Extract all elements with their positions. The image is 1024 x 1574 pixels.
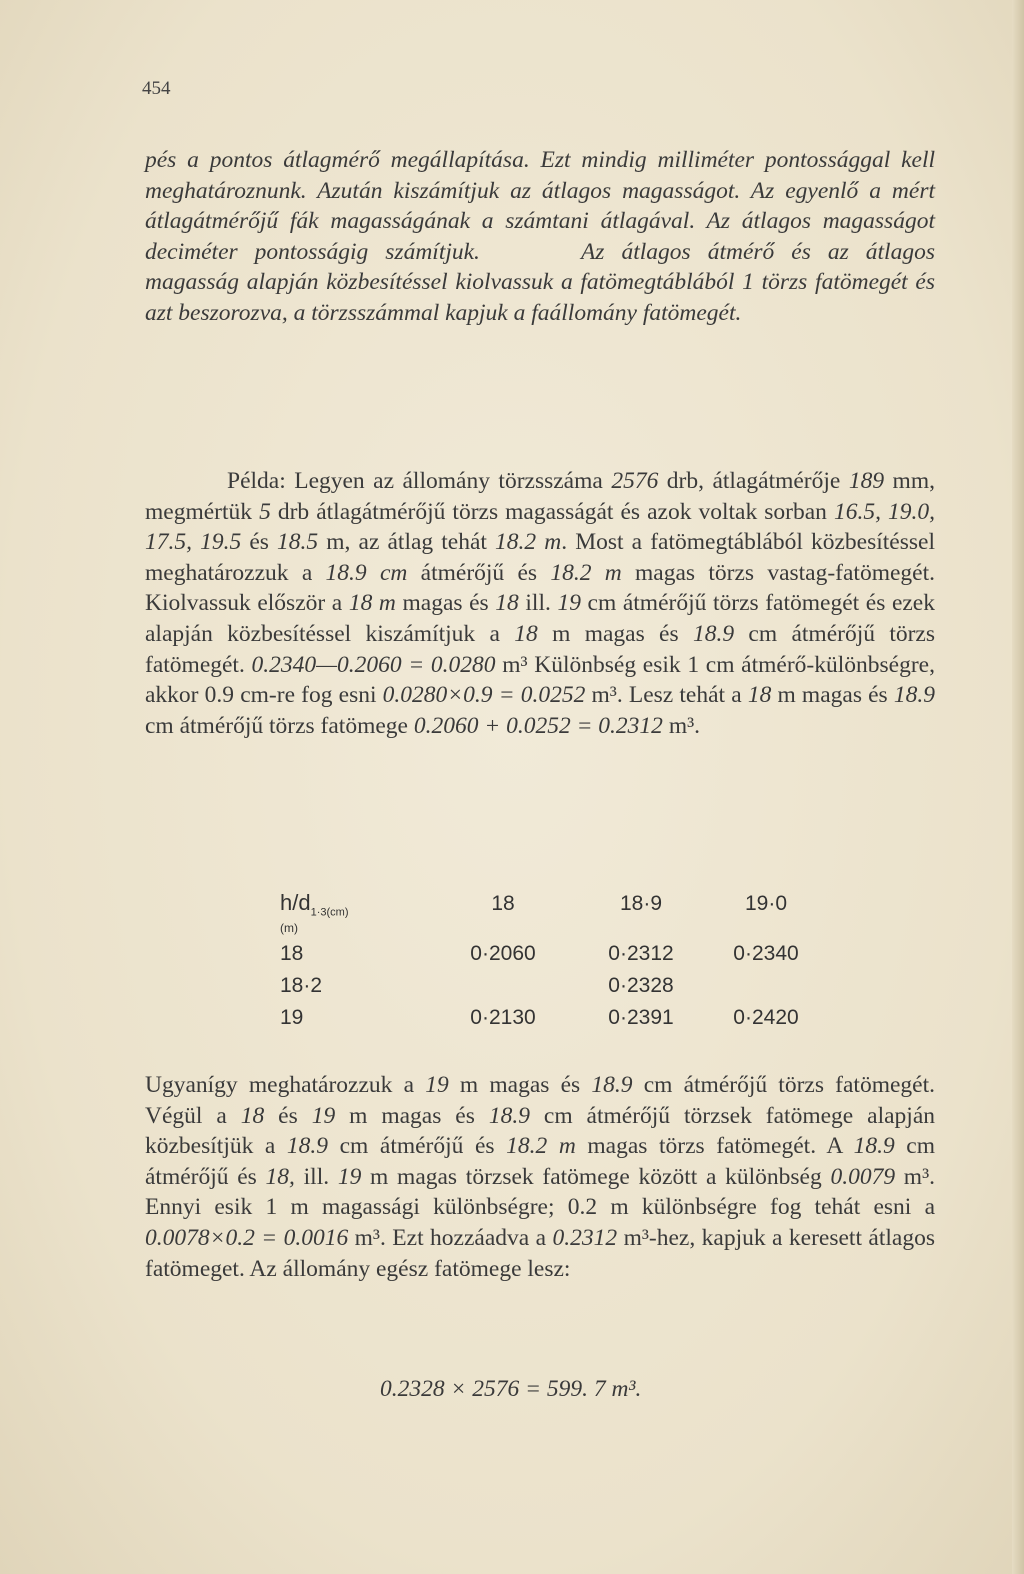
continuation-value: 18.2 m (506, 1133, 576, 1160)
example-text: Példa: Legyen az állomány törzsszáma (227, 468, 612, 494)
example-text: magas törzs vastag-fatömegét. Kiolvassuk először a (145, 559, 936, 617)
continuation-value: 19 (311, 1102, 336, 1129)
table-cell (716, 970, 816, 1002)
table-column-header: 18·9 (619, 892, 663, 915)
table-column-header: 19·0 (744, 892, 788, 915)
continuation-value: 0.2312 (552, 1224, 618, 1251)
example-text: m magas és (537, 620, 693, 647)
result-formula: 0.2328 × 2576 = 599. 7 m³. (380, 1376, 642, 1402)
continuation-value: 18.9 (853, 1133, 895, 1160)
example-text: m³ Különbség esik 1 cm átmérő-különbségre, akkor 0.9 cm-re fog esni (145, 651, 935, 709)
continuation-value: 0.0078×0.2 = 0.0016 (145, 1224, 349, 1251)
example-text: ill. (518, 590, 558, 617)
continuation-value: 18.9 (488, 1102, 530, 1129)
paragraph-example (145, 466, 935, 741)
table-cell: 0·2060 (470, 942, 536, 965)
example-value: 0.2060 + 0.0252 = 0.2312 (413, 712, 663, 739)
example-value: 0.2340—0.2060 = 0.0280 (251, 651, 496, 678)
header-label: h/d (280, 890, 311, 915)
example-value: 2576 (611, 468, 659, 494)
example-value: 18 (747, 682, 772, 709)
continuation-value: 18 (240, 1102, 265, 1129)
continuation-text: magas törzs fatömegét. A (575, 1133, 854, 1160)
continuation-value: 18.9 (286, 1133, 329, 1160)
continuation-text: m³. Ennyi esik 1 m magassági különbségre; 0.2 m különbségre fog tehát esni a (145, 1163, 935, 1221)
table-row (280, 1002, 816, 1034)
example-value: 18.9 (692, 620, 735, 647)
continuation-value: 18, (265, 1163, 295, 1190)
table-cell: 0·2340 (733, 942, 799, 965)
example-text: és (241, 529, 278, 556)
continuation-value: 19 (337, 1163, 362, 1190)
table-column-header: 18 (491, 892, 515, 915)
continuation-text: és (264, 1102, 312, 1129)
table-cell: 0·2391 (608, 1006, 674, 1029)
example-text: m³. (662, 712, 701, 739)
example-text: drb, átlagátmérője (658, 468, 849, 494)
example-text: magas és (395, 590, 496, 617)
table-cell: 0·2130 (470, 1006, 536, 1029)
continuation-text: cm átmérőjű törzsek fatömege alapján közbesítjük a (145, 1102, 935, 1160)
table-cell: 18 (280, 942, 304, 965)
continuation-text: cm átmérőjű törzs fatömegét. Végül a (145, 1072, 935, 1129)
page-number: 454 (142, 78, 171, 99)
example-text: cm átmérőjű törzs fatömegét. (145, 620, 935, 678)
example-value: 18.5 (277, 529, 319, 556)
page-edge (1012, 0, 1024, 1574)
example-value: 18.2 m (550, 559, 622, 586)
table-row (280, 970, 816, 1002)
continuation-text: m magas és (448, 1072, 592, 1098)
example-text: mm, megmértük (145, 468, 935, 525)
example-value: 18.2 m (495, 529, 562, 556)
header-unit: (m) (280, 921, 298, 936)
continuation-text: Ugyanígy meghatározzuk a (145, 1072, 426, 1098)
table-row (280, 938, 816, 970)
continuation-value: 19 (425, 1072, 449, 1098)
continuation-value: 18.9 (591, 1072, 633, 1098)
table-corner-header (280, 892, 440, 938)
table-cell: 0·2328 (608, 974, 674, 997)
example-value: 189 (848, 468, 885, 494)
continuation-text: m magas és (335, 1102, 489, 1129)
table-cell: 18·2 (280, 974, 323, 997)
example-text: m magas és (771, 682, 894, 709)
table-cell: 0·2420 (733, 1006, 799, 1029)
continuation-text: cm átmérőjű és (145, 1133, 935, 1190)
example-value: 0.0280×0.9 = 0.0252 (382, 682, 586, 709)
example-value: 18 m (348, 590, 396, 617)
example-text: . Most a fatömegtáblából közbesítéssel meghatározzuk a (145, 529, 935, 586)
example-text: drb átlagátmérőjű törzs magasságát és azok voltak sorban (270, 498, 834, 525)
example-text: m³. Lesz tehát a (585, 682, 748, 709)
example-value: 5 (259, 498, 271, 525)
method-text-a: pés a pontos átlagmérő megállapítása. Ezt mindig milliméter pontossággal kell meghatároznunk. Azután kiszámítjuk az átlagos magasságot. Az egyenlő a mért átlagátmérőjű fák magasságának a számtani átlagával. Az átlagos magasságot deciméter pontosságig számítjuk. (145, 147, 935, 265)
continuation-text: ill. (294, 1163, 338, 1190)
table-cell (440, 970, 566, 1002)
continuation-text: m magas törzsek fatömege között a különbség (361, 1163, 831, 1190)
paragraph-continuation (145, 1070, 935, 1284)
example-value: 18.9 cm (325, 559, 408, 586)
table-header-row (280, 892, 816, 938)
volume-table (280, 892, 816, 1034)
example-value: 18.9 (893, 682, 935, 709)
example-text: cm átmérőjű törzs fatömege (145, 712, 414, 739)
example-value: 18 (514, 620, 538, 647)
header-sub: 1·3(cm) (310, 906, 349, 919)
example-text: cm átmérőjű törzs fatömegét és ezek alapján közbesítéssel kiszámítjuk a (145, 590, 935, 647)
example-value: 19 (557, 590, 581, 617)
continuation-text: m³. Ezt hozzáadva a (348, 1224, 553, 1251)
continuation-text: m³-hez, kapjuk a keresett átlagos fatömeget. Az állomány egész fatömege lesz: (145, 1224, 935, 1282)
method-text-b: Az átlagos átmérő és az átlagos magasság alapján közbesítéssel kiolvassuk a fatömegtáblából 1 törzs fatömegét és azt beszorozva, a törzsszámmal kapjuk a faállomány fatömegét. (145, 238, 935, 326)
example-value: 16.5, 19.0, 17.5, 19.5 (145, 498, 935, 556)
continuation-text: cm átmérőjű és (328, 1133, 507, 1160)
example-text: m, az átlag tehát (318, 529, 496, 556)
example-text: átmérőjű és (407, 559, 551, 586)
example-value: 18 (495, 590, 519, 617)
continuation-value: 0.0079 (830, 1163, 896, 1190)
table-cell: 19 (280, 1006, 304, 1029)
table-cell: 0·2312 (608, 942, 674, 965)
paragraph-method (145, 145, 935, 329)
